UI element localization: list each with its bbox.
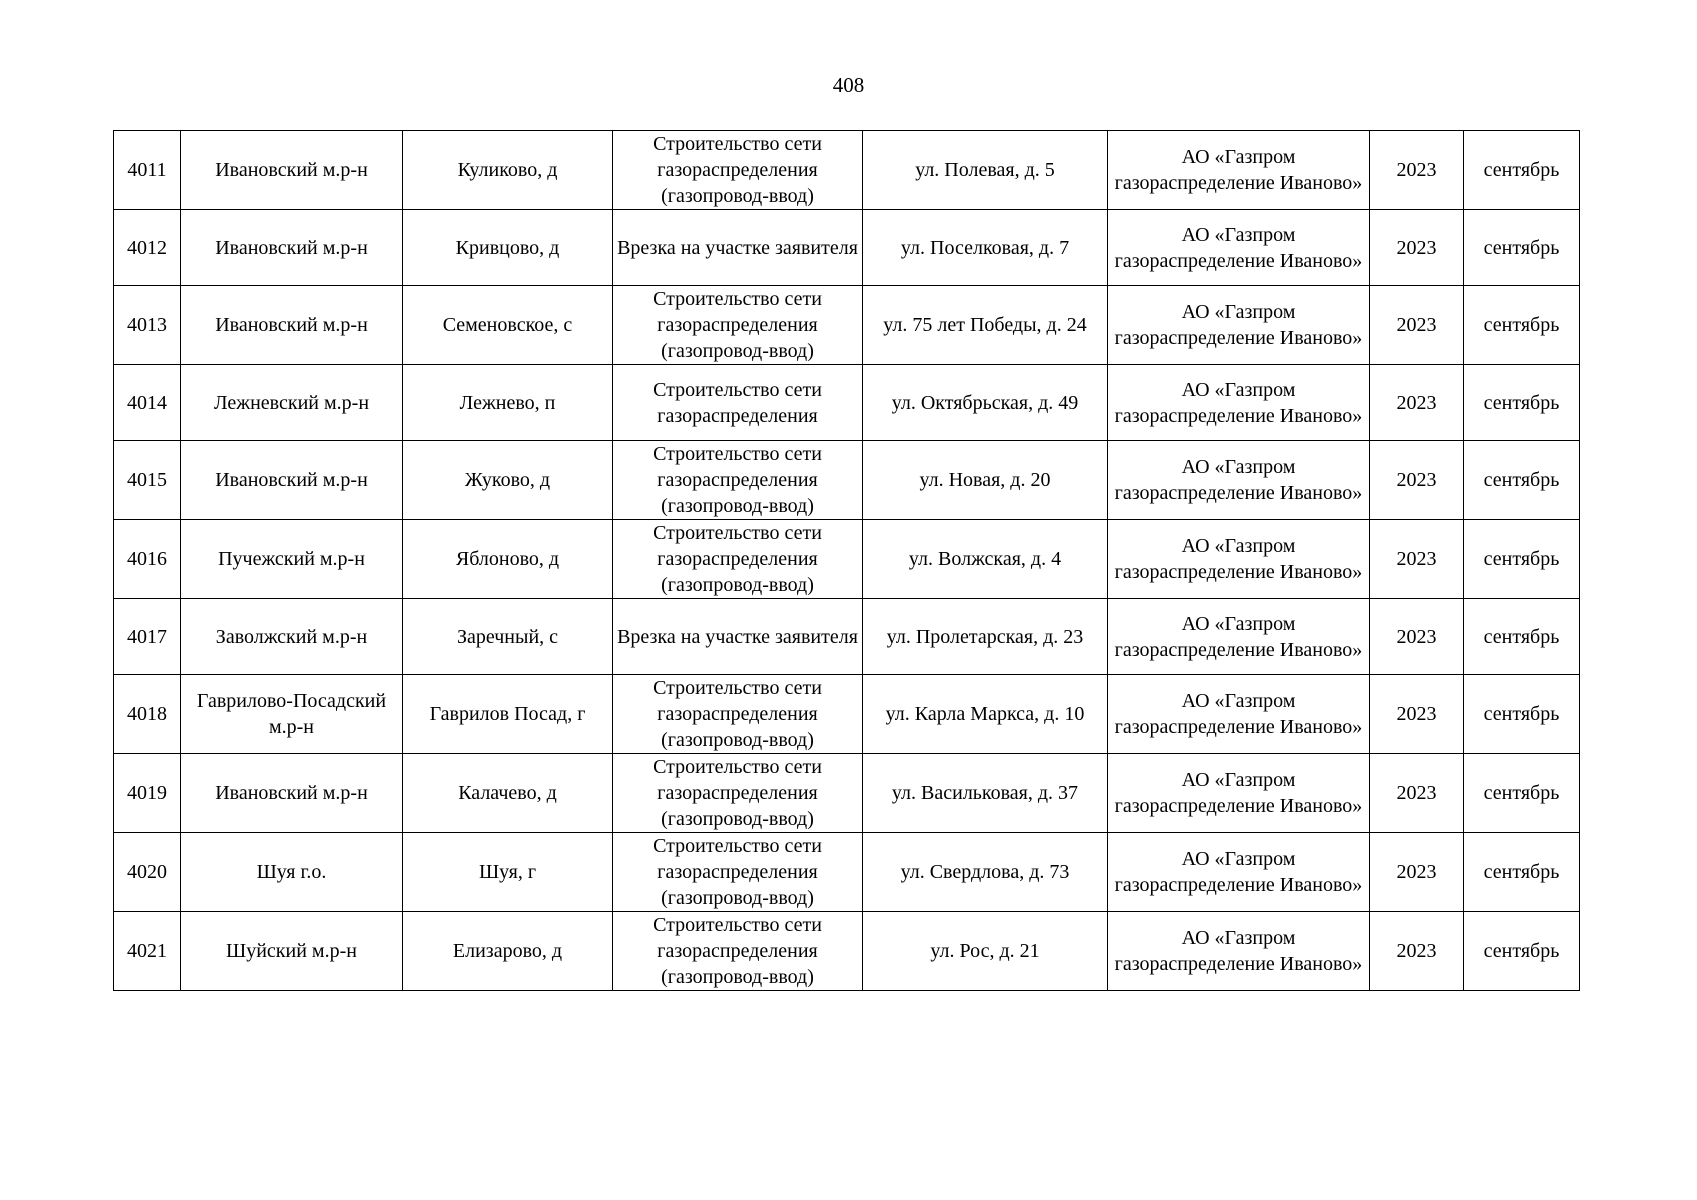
cell-district: Пучежский м.р-н <box>181 520 403 599</box>
cell-month: сентябрь <box>1464 520 1580 599</box>
cell-number: 4019 <box>114 754 181 833</box>
cell-year: 2023 <box>1370 365 1464 441</box>
cell-number: 4014 <box>114 365 181 441</box>
table-row <box>114 131 1580 210</box>
cell-month: сентябрь <box>1464 754 1580 833</box>
cell-work-type: Строительство сети газораспределения (газопровод-ввод) <box>613 520 863 599</box>
cell-locality: Семеновское, с <box>403 286 613 365</box>
cell-work-type: Строительство сети газораспределения (газопровод-ввод) <box>613 912 863 991</box>
cell-month: сентябрь <box>1464 286 1580 365</box>
cell-district: Ивановский м.р-н <box>181 286 403 365</box>
cell-district: Ивановский м.р-н <box>181 210 403 286</box>
cell-work-type: Строительство сети газораспределения (газопровод-ввод) <box>613 754 863 833</box>
cell-year: 2023 <box>1370 441 1464 520</box>
cell-district: Ивановский м.р-н <box>181 131 403 210</box>
cell-organization: АО «Газпром газораспределение Иваново» <box>1108 599 1370 675</box>
cell-address: ул. Волжская, д. 4 <box>863 520 1108 599</box>
cell-district: Ивановский м.р-н <box>181 754 403 833</box>
cell-locality: Жуково, д <box>403 441 613 520</box>
cell-month: сентябрь <box>1464 365 1580 441</box>
cell-address: ул. Поселковая, д. 7 <box>863 210 1108 286</box>
cell-district: Ивановский м.р-н <box>181 441 403 520</box>
table-row <box>114 210 1580 286</box>
cell-locality: Гаврилов Посад, г <box>403 675 613 754</box>
cell-year: 2023 <box>1370 833 1464 912</box>
cell-address: ул. Свердлова, д. 73 <box>863 833 1108 912</box>
cell-year: 2023 <box>1370 520 1464 599</box>
cell-locality: Яблоново, д <box>403 520 613 599</box>
cell-locality: Калачево, д <box>403 754 613 833</box>
cell-month: сентябрь <box>1464 599 1580 675</box>
cell-number: 4018 <box>114 675 181 754</box>
cell-district: Гаврилово-Посадский м.р-н <box>181 675 403 754</box>
cell-work-type: Строительство сети газораспределения <box>613 365 863 441</box>
cell-district: Шуйский м.р-н <box>181 912 403 991</box>
cell-organization: АО «Газпром газораспределение Иваново» <box>1108 675 1370 754</box>
cell-organization: АО «Газпром газораспределение Иваново» <box>1108 833 1370 912</box>
gasification-table <box>113 130 1580 991</box>
cell-work-type: Врезка на участке заявителя <box>613 210 863 286</box>
cell-number: 4021 <box>114 912 181 991</box>
cell-year: 2023 <box>1370 754 1464 833</box>
cell-number: 4013 <box>114 286 181 365</box>
table-row <box>114 912 1580 991</box>
cell-locality: Куликово, д <box>403 131 613 210</box>
cell-organization: АО «Газпром газораспределение Иваново» <box>1108 210 1370 286</box>
cell-month: сентябрь <box>1464 912 1580 991</box>
cell-locality: Лежнево, п <box>403 365 613 441</box>
cell-address: ул. 75 лет Победы, д. 24 <box>863 286 1108 365</box>
cell-year: 2023 <box>1370 210 1464 286</box>
cell-year: 2023 <box>1370 599 1464 675</box>
cell-organization: АО «Газпром газораспределение Иваново» <box>1108 912 1370 991</box>
cell-number: 4020 <box>114 833 181 912</box>
table-row <box>114 599 1580 675</box>
cell-year: 2023 <box>1370 912 1464 991</box>
cell-number: 4011 <box>114 131 181 210</box>
cell-organization: АО «Газпром газораспределение Иваново» <box>1108 365 1370 441</box>
page-number: 408 <box>832 73 865 97</box>
table-body <box>114 131 1580 991</box>
table-row <box>114 286 1580 365</box>
cell-organization: АО «Газпром газораспределение Иваново» <box>1108 441 1370 520</box>
cell-year: 2023 <box>1370 675 1464 754</box>
cell-locality: Заречный, с <box>403 599 613 675</box>
cell-month: сентябрь <box>1464 441 1580 520</box>
cell-address: ул. Рос, д. 21 <box>863 912 1108 991</box>
cell-locality: Елизарово, д <box>403 912 613 991</box>
cell-year: 2023 <box>1370 131 1464 210</box>
cell-district: Шуя г.о. <box>181 833 403 912</box>
cell-number: 4017 <box>114 599 181 675</box>
table-row <box>114 365 1580 441</box>
cell-address: ул. Васильковая, д. 37 <box>863 754 1108 833</box>
table-row <box>114 675 1580 754</box>
cell-address: ул. Пролетарская, д. 23 <box>863 599 1108 675</box>
cell-number: 4015 <box>114 441 181 520</box>
cell-organization: АО «Газпром газораспределение Иваново» <box>1108 286 1370 365</box>
cell-year: 2023 <box>1370 286 1464 365</box>
cell-address: ул. Карла Маркса, д. 10 <box>863 675 1108 754</box>
table-row <box>114 754 1580 833</box>
cell-organization: АО «Газпром газораспределение Иваново» <box>1108 754 1370 833</box>
cell-locality: Шуя, г <box>403 833 613 912</box>
cell-district: Лежневский м.р-н <box>181 365 403 441</box>
cell-number: 4012 <box>114 210 181 286</box>
cell-district: Заволжский м.р-н <box>181 599 403 675</box>
cell-work-type: Строительство сети газораспределения (газопровод-ввод) <box>613 286 863 365</box>
cell-month: сентябрь <box>1464 833 1580 912</box>
cell-locality: Кривцово, д <box>403 210 613 286</box>
cell-address: ул. Октябрьская, д. 49 <box>863 365 1108 441</box>
cell-work-type: Врезка на участке заявителя <box>613 599 863 675</box>
table-row <box>114 441 1580 520</box>
cell-work-type: Строительство сети газораспределения (газопровод-ввод) <box>613 833 863 912</box>
cell-address: ул. Полевая, д. 5 <box>863 131 1108 210</box>
cell-month: сентябрь <box>1464 675 1580 754</box>
cell-work-type: Строительство сети газораспределения (газопровод-ввод) <box>613 131 863 210</box>
cell-month: сентябрь <box>1464 131 1580 210</box>
cell-number: 4016 <box>114 520 181 599</box>
cell-work-type: Строительство сети газораспределения (газопровод-ввод) <box>613 441 863 520</box>
cell-organization: АО «Газпром газораспределение Иваново» <box>1108 520 1370 599</box>
cell-organization: АО «Газпром газораспределение Иваново» <box>1108 131 1370 210</box>
table-row <box>114 520 1580 599</box>
cell-month: сентябрь <box>1464 210 1580 286</box>
cell-work-type: Строительство сети газораспределения (газопровод-ввод) <box>613 675 863 754</box>
table-row <box>114 833 1580 912</box>
cell-address: ул. Новая, д. 20 <box>863 441 1108 520</box>
